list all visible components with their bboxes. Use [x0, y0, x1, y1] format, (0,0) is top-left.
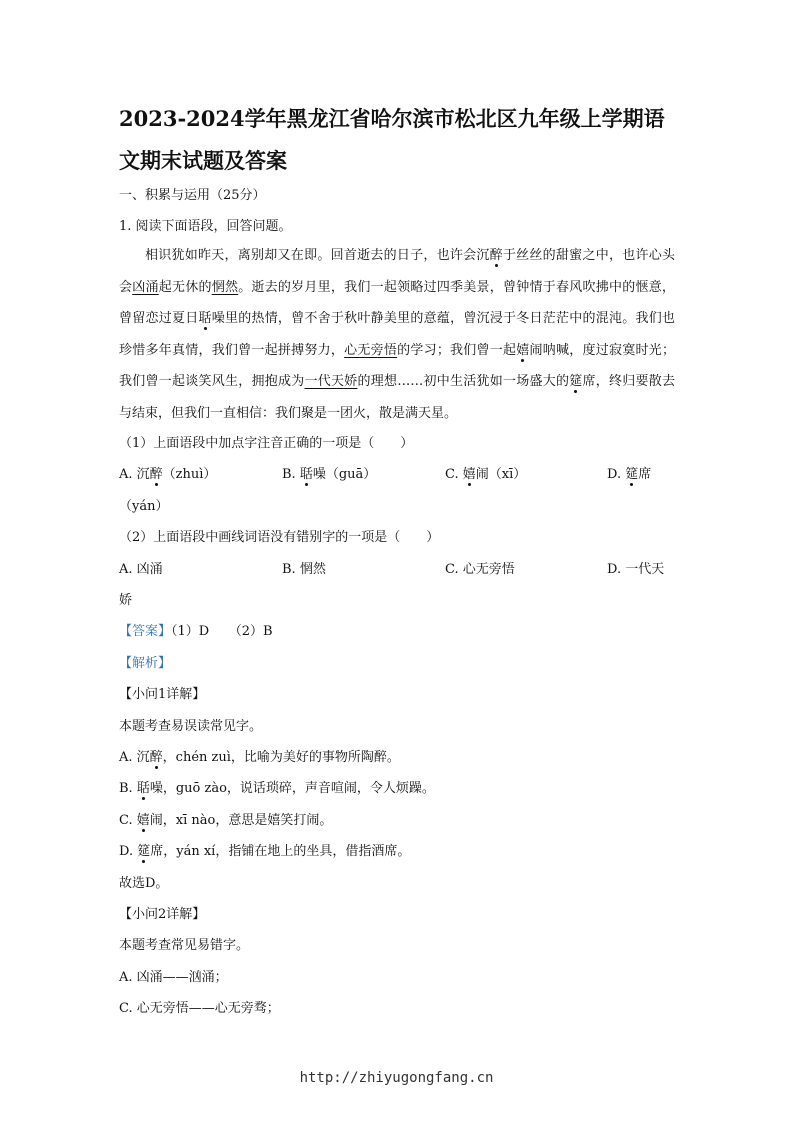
detail-2-heading: 【小问2详解】 — [119, 907, 206, 922]
option-1a: A. 沉醉（zhuì） — [119, 467, 217, 482]
option-2d-wrap: 娇 — [119, 593, 133, 608]
option-1d-wrap: （yán） — [119, 499, 169, 514]
passage-text: 噪里的热情，曾不舍于秋叶静美里的意蕴，曾沉浸于冬日茫茫中的混沌。我们也珍惜多年真情，我们曾一起拼搏努力， — [119, 311, 675, 358]
passage-text: 的学习；我们曾一起 — [397, 342, 517, 358]
sub-question-2: （2）上面语段中画线词语没有错别字的一项是（ ） — [119, 530, 440, 545]
detail-1-choice: 故选D。 — [119, 876, 169, 891]
detail-1-item-a: A. 沉醉，chén zuì，比喻为美好的事物所陶醉。 — [119, 750, 400, 765]
passage-text: 闹呐喊，度过寂寞时光；我们曾一起谈笑风生，拥抱成为 — [119, 342, 675, 389]
detail-2-item-c: C. 心无旁悟——心无旁骛； — [119, 1001, 280, 1016]
detail-2-item-a: A. 凶涌——汹涌； — [119, 970, 228, 985]
option-2b: B. 惘然 — [282, 562, 326, 577]
option-1d: D. 筵席 — [607, 467, 652, 482]
detail-1-intro: 本题考查易误读常见字。 — [119, 719, 263, 734]
passage-text: 席，终归要散去与结束，但我们一直相信：我们聚是一团火，散是满天星。 — [119, 374, 675, 421]
dotted-char-zui: 醉 — [489, 248, 503, 263]
detail-1-item-c: C. 嬉闹，xī nào，意思是嬉笑打闹。 — [119, 813, 333, 828]
section-heading: 一、积累与运用（25分） — [119, 188, 266, 203]
answer-tag: 【答案】 — [119, 624, 172, 639]
underlined-word-xinwupangwu: 心无旁悟 — [344, 342, 398, 358]
option-2a: A. 凶涌 — [119, 562, 163, 577]
underlined-word-yidaitianjiao: 一代天娇 — [304, 374, 358, 389]
passage-text: 。逝去的岁月里，我们一起领略过四季美景，曾钟情于春风吹拂中的惬意，曾留恋过夏日 — [119, 279, 675, 326]
passage-text: 相识犹如昨天，离别却又在即。回首逝去的日子，也许会沉 — [145, 248, 490, 263]
answer-text: （1）D （2）B — [171, 624, 273, 639]
option-1c: C. 嬉闹（xī） — [445, 467, 527, 482]
detail-1-item-d: D. 筵席，yán xí，指铺在地上的坐具，借指酒席。 — [119, 844, 411, 859]
passage-text: 起无休的 — [158, 279, 212, 295]
sub-question-1: （1）上面语段中加点字注音正确的一项是（ ） — [119, 436, 414, 451]
document-title: 2023-2024学年黑龙江省哈尔滨市松北区九年级上学期语文期末试题及答案 — [119, 106, 665, 173]
dotted-char-yan: 筵 — [569, 374, 583, 389]
dotted-char-xi: 嬉 — [516, 342, 530, 358]
option-2c: C. 心无旁悟 — [445, 562, 515, 577]
question-1-prompt: 1. 阅读下面语段，回答问题。 — [119, 219, 292, 234]
detail-2-intro: 本题考查常见易错字。 — [119, 938, 250, 953]
footer-url[interactable]: http://zhiyugongfang.cn — [299, 1070, 494, 1086]
analysis-tag: 【解析】 — [119, 656, 172, 671]
underlined-word-wangran: 惘然 — [211, 279, 239, 295]
answer-line — [119, 622, 273, 642]
detail-1-item-b: B. 聒噪，guō zào，说话琐碎，声音喧闹，令人烦躁。 — [119, 781, 435, 796]
option-2d: D. 一代天 — [607, 562, 665, 577]
underlined-word-xiongyong: 凶涌 — [132, 279, 159, 295]
passage-text: 于丝丝的甜蜜之中，也许心头会 — [119, 248, 675, 295]
passage-text: 的理想……初中生活犹如一场盛大的 — [357, 374, 570, 389]
dotted-char-gua: 聒 — [198, 311, 212, 326]
option-1b: B. 聒噪（guā） — [282, 467, 377, 482]
reading-passage — [119, 240, 675, 429]
detail-1-heading: 【小问1详解】 — [119, 687, 206, 702]
